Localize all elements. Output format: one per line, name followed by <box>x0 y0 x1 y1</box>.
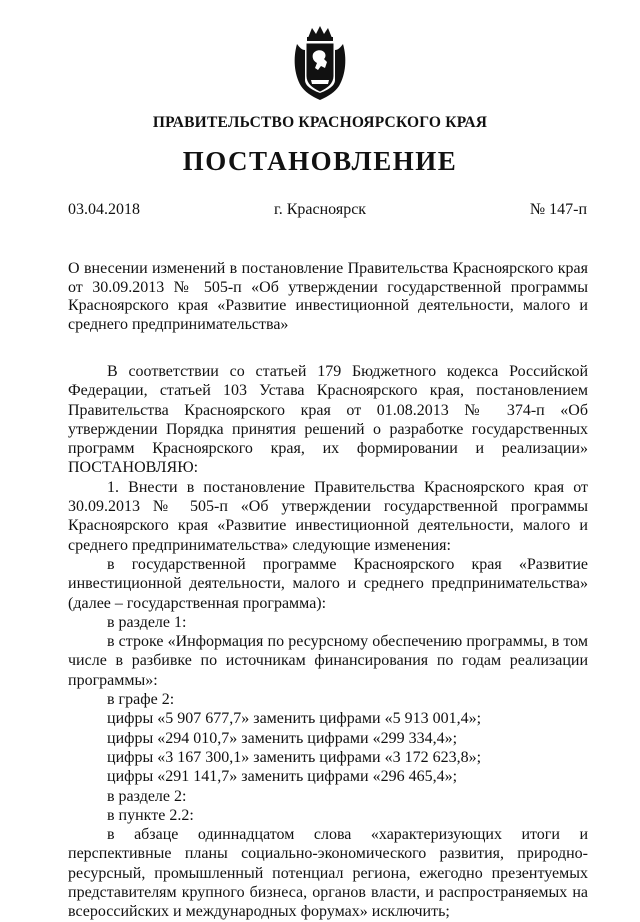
organization-name: ПРАВИТЕЛЬСТВО КРАСНОЯРСКОГО КРАЯ <box>152 114 488 131</box>
body-paragraph: в разделе 1: <box>107 613 187 631</box>
body-paragraph: в разделе 2: <box>107 787 187 805</box>
coat-of-arms-emblem <box>291 24 349 102</box>
body-paragraph: в пункте 2.2: <box>107 806 194 824</box>
body-paragraph: 1. Внести в постановление Правительства Красноярского края от 30.09.2013 № 505-п «Об утверждении государственной программы Красноярского края «Развитие инвестиционной деятельности, малого и среднего предпринимательства» следующие изменения: <box>68 478 588 554</box>
document-type-title: ПОСТАНОВЛЕНИЕ <box>182 146 458 176</box>
document-number: № 147-п <box>529 201 587 218</box>
body-paragraph: В соответствии со статьей 179 Бюджетного кодекса Российской Федерации, статьей 103 Устава Красноярского края, постановлением Правительства Красноярского края от 01.08.2013 № 374-п «Об утверждении Порядка принятия решений о разработке государственных программ Красноярского края, их формировании и реализации» ПОСТАНОВЛЯЮ: <box>68 363 588 477</box>
body-paragraph: цифры «3 167 300,1» заменить цифрами «3 172 623,8»; <box>107 748 482 766</box>
document-body <box>68 362 588 922</box>
document-date: 03.04.2018 <box>68 201 140 218</box>
body-paragraph: в абзаце одиннадцатом слова «характеризующих итоги и перспективные планы социально-экономического развития, природно-ресурсный, промышленный потенциал региона, ежегодно презентуемых представителям крупного бизнеса, органов власти, и распространяемых на всероссийских и международных форумах» исключить; <box>68 826 588 921</box>
body-paragraph: цифры «294 010,7» заменить цифрами «299 334,4»; <box>107 729 458 747</box>
body-paragraph: цифры «291 141,7» заменить цифрами «296 465,4»; <box>107 768 458 786</box>
document-subject: О внесении изменений в постановление Правительства Красноярского края от 30.09.2013 № 505-п «Об утверждении государственной программы Красноярского края «Развитие инвестиционной деятельности, малого и среднего предпринимательства» <box>68 260 588 334</box>
body-paragraph: в графе 2: <box>107 691 175 709</box>
document-city: г. Красноярск <box>273 201 367 218</box>
body-paragraph: в государственной программе Красноярского края «Развитие инвестиционной деятельности, малого и среднего предпринимательства» (далее – государственная программа): <box>68 555 588 612</box>
body-paragraph: в строке «Информация по ресурсному обеспечению программы, в том числе в разбивке по источникам финансирования по годам реализации программы»: <box>68 633 588 689</box>
body-paragraph: цифры «5 907 677,7» заменить цифрами «5 913 001,4»; <box>107 710 482 728</box>
